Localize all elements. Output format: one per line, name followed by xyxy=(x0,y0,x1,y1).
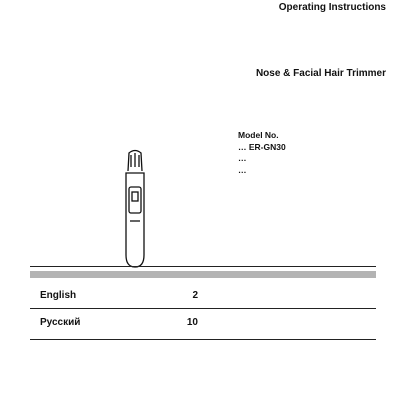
model-line: … xyxy=(238,153,247,163)
toc-page: 2 xyxy=(192,290,198,301)
model-line: … ER-GN30 xyxy=(238,141,286,152)
divider-thick xyxy=(30,271,376,278)
toc-page xyxy=(332,290,362,301)
divider-thin xyxy=(30,266,376,267)
power-switch xyxy=(129,187,141,213)
subtitle-block xyxy=(256,66,386,81)
model-number-block xyxy=(238,130,286,176)
title-line: Operating Instructions xyxy=(278,2,386,13)
model-label: Model No. xyxy=(238,130,279,140)
toc-page: 10 xyxy=(186,317,198,328)
toc-language xyxy=(198,317,332,328)
title-block xyxy=(279,0,386,15)
toc-language: English xyxy=(40,290,77,301)
toc-bottom-divider xyxy=(30,339,376,340)
toc-language: Русский xyxy=(40,317,81,328)
toc-row-divider xyxy=(30,308,376,309)
table-of-contents xyxy=(40,290,362,328)
toc-page xyxy=(332,317,362,328)
trimmer-illustration xyxy=(110,145,160,270)
toc-language xyxy=(198,290,332,301)
product-name: Nose & Facial Hair Trimmer xyxy=(255,68,386,79)
model-line: … xyxy=(238,164,247,175)
